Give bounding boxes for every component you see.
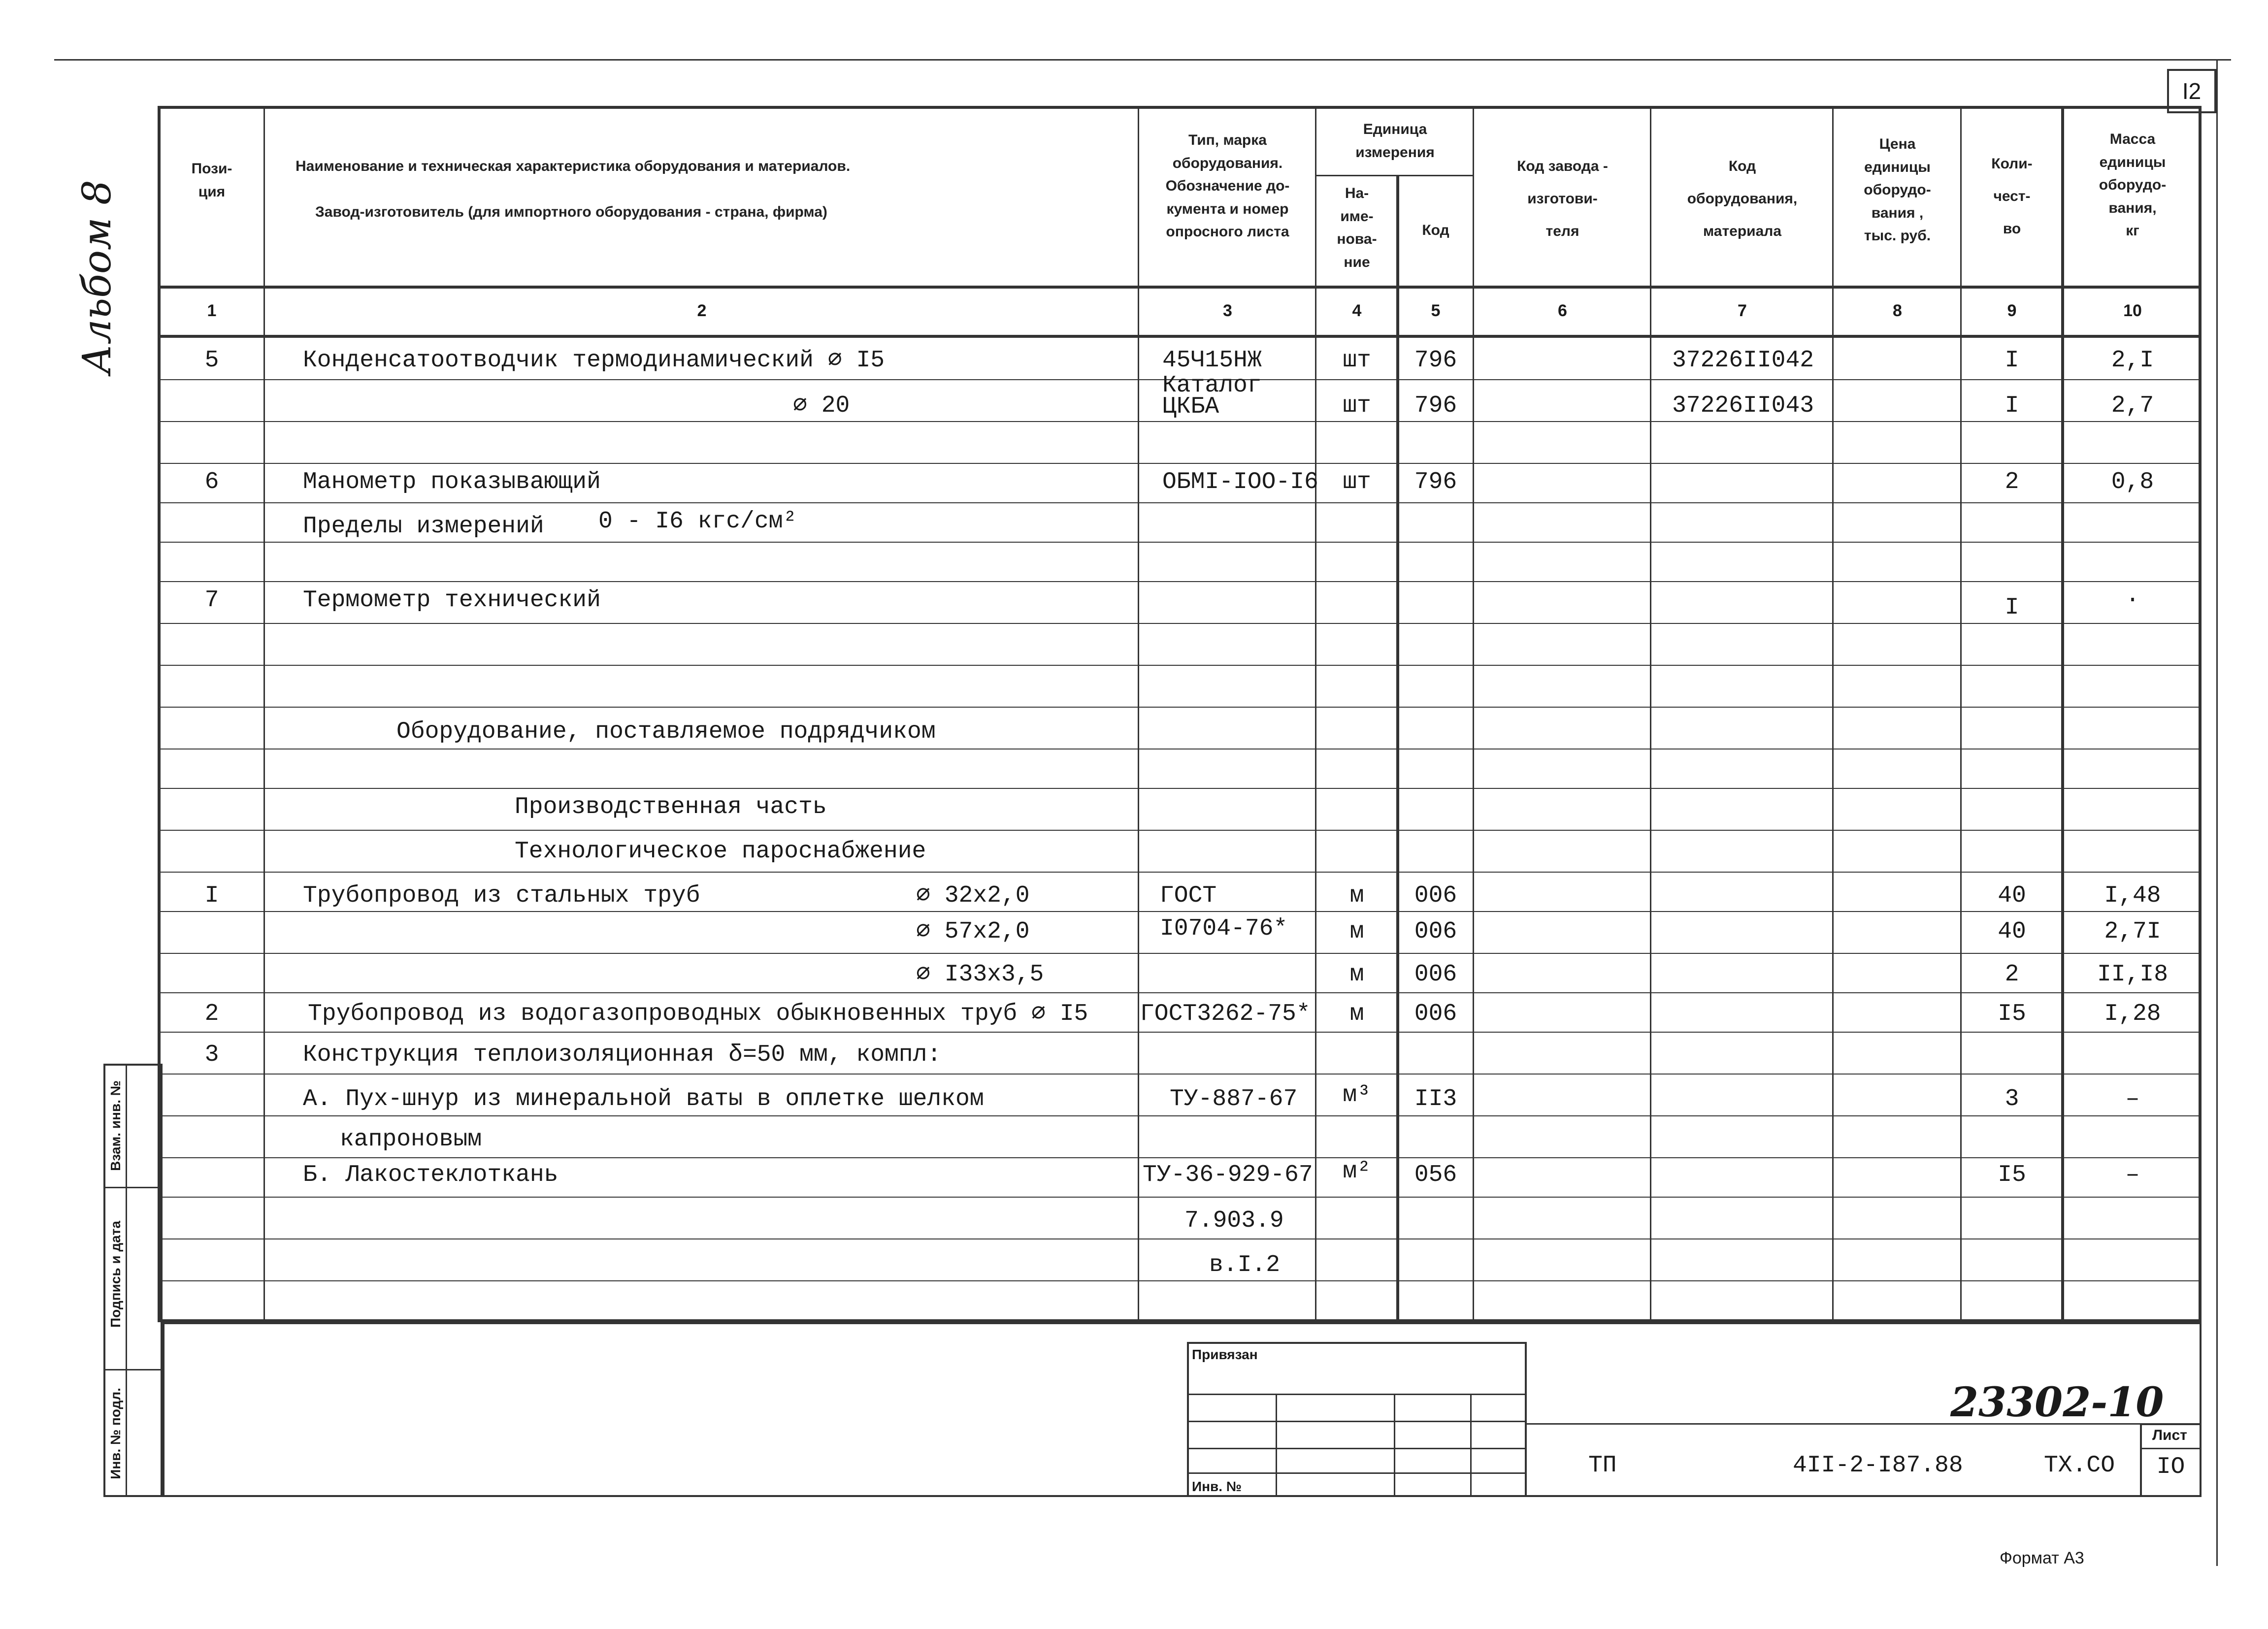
row-mass: 0,8 xyxy=(2111,469,2154,495)
row-name: Термометр технический xyxy=(303,587,601,614)
stamp-line xyxy=(1187,1394,1527,1395)
row-type: 45Ч15НЖ xyxy=(1162,347,1262,374)
side-inv-podl: Инв. № подл. xyxy=(108,1388,123,1479)
row-separator xyxy=(158,463,2202,464)
side-line xyxy=(103,1369,163,1370)
inv-no-label: Инв. № xyxy=(1192,1479,1242,1494)
row-name: Трубопровод из стальных труб xyxy=(303,882,700,909)
row-quantity: I5 xyxy=(1998,1001,2026,1027)
row-unit: м xyxy=(1349,1001,1364,1027)
row-separator xyxy=(158,1032,2202,1033)
stamp-line xyxy=(1470,1394,1472,1497)
header-name-line2: Завод-изготовитель (для импортного оборудования - страна, фирма) xyxy=(315,204,827,220)
row-separator xyxy=(158,1157,2202,1158)
row-quantity: 2 xyxy=(2005,469,2019,495)
header-price: Цена единицы оборудо- вания , тыс. руб. xyxy=(1864,136,1931,244)
top-border xyxy=(54,59,2231,61)
header-type: Тип, марка оборудования. Обозначение до- кумента и номер опросного листа xyxy=(1165,132,1290,240)
row-separator xyxy=(158,1238,2202,1239)
row-separator xyxy=(158,421,2202,422)
header-factory-code: Код завода - изготови- теля xyxy=(1517,158,1608,239)
row-quantity: 40 xyxy=(1998,918,2026,945)
row-separator xyxy=(158,1280,2202,1281)
row-separator xyxy=(158,1197,2202,1198)
row-separator xyxy=(158,872,2202,873)
col-num-10: 10 xyxy=(2123,301,2142,320)
section-heading: Оборудование, поставляемое подрядчиком xyxy=(396,718,936,745)
row-unit: шт xyxy=(1343,392,1371,419)
row-position: 7 xyxy=(204,587,219,614)
side-signature-date: Подпись и дата xyxy=(108,1221,123,1328)
row-name: Трубопровод из водогазопроводных обыкновенных труб ∅ I5 xyxy=(308,1001,1088,1027)
row-dimension: ∅ 32х2,0 xyxy=(916,882,1030,909)
row-position: I xyxy=(204,882,219,909)
format-label: Формат А3 xyxy=(2000,1549,2084,1567)
row-name: Пределы измерений xyxy=(303,513,544,540)
header-mass: Масса единицы оборудо- вания, кг xyxy=(2099,131,2167,239)
row-mass: I,48 xyxy=(2104,882,2161,909)
row-dimension: ∅ I33х3,5 xyxy=(916,961,1044,988)
row-position: 3 xyxy=(204,1042,219,1068)
row-unit-code: 006 xyxy=(1414,1001,1457,1027)
header-equipment-code: Код оборудования, материала xyxy=(1687,158,1798,239)
row-quantity: 40 xyxy=(1998,882,2026,909)
row-mass: – xyxy=(2125,1086,2140,1112)
col-num-1: 1 xyxy=(207,301,217,320)
row-name: ∅ 20 xyxy=(793,392,850,419)
row-type: ГОСТ xyxy=(1160,882,1217,909)
row-type: в.I.2 xyxy=(1209,1252,1281,1278)
row-separator xyxy=(158,542,2202,543)
list-label: Лист xyxy=(2152,1427,2187,1443)
row-position: 5 xyxy=(204,347,219,374)
handwritten-number: 23302-10 xyxy=(1950,1379,2164,1426)
header-unit-code: Код xyxy=(1422,222,1449,238)
header-name-line1: Наименование и техническая характеристика оборудования и материалов. xyxy=(296,158,851,174)
privyazan-label: Привязан xyxy=(1192,1347,1258,1362)
row-unit: м xyxy=(1349,918,1364,945)
section-heading: Производственная часть xyxy=(515,794,827,820)
header-subline xyxy=(1315,175,1473,176)
stamp-line xyxy=(1187,1472,1527,1474)
row-unit-code: II3 xyxy=(1414,1086,1457,1112)
row-mass: II,I8 xyxy=(2097,961,2169,988)
row-equipment-code: 37226II042 xyxy=(1672,347,1814,374)
row-type: ГОСТ3262-75* xyxy=(1140,1001,1311,1027)
header-bottom-line xyxy=(158,286,2202,289)
side-line xyxy=(126,1064,127,1497)
tp-label: ТП xyxy=(1588,1452,1617,1479)
row-separator xyxy=(158,581,2202,582)
row-unit-code: 796 xyxy=(1414,347,1457,374)
col-num-7: 7 xyxy=(1738,301,1747,320)
row-name: Манометр показывающий xyxy=(303,469,601,495)
row-unit: шт xyxy=(1343,469,1371,495)
stamp-line xyxy=(1394,1394,1395,1497)
row-mass: 2,I xyxy=(2111,347,2154,374)
row-type: ТУ-887-67 xyxy=(1170,1086,1298,1112)
row-separator xyxy=(158,953,2202,954)
section-heading: Технологическое пароснабжение xyxy=(515,838,926,865)
row-name: Б. Лакостеклоткань xyxy=(303,1162,559,1188)
row-name: капроновым xyxy=(340,1126,482,1153)
tx-code: ТХ.СО xyxy=(2044,1452,2115,1479)
stamp-line xyxy=(1276,1394,1277,1497)
row-type: ТУ-36-929-67 xyxy=(1143,1162,1313,1188)
row-mass: · xyxy=(2125,587,2140,614)
row-unit-code: 006 xyxy=(1414,918,1457,945)
row-unit-code: 796 xyxy=(1414,392,1457,419)
row-separator xyxy=(158,1074,2202,1075)
row-name-extra: 0 - I6 кгс/см² xyxy=(598,508,797,535)
header-unit-name: На- име- нова- ние xyxy=(1337,185,1377,270)
col-num-6: 6 xyxy=(1558,301,1567,320)
row-quantity: I xyxy=(2005,392,2019,419)
row-unit: шт xyxy=(1343,347,1371,374)
row-unit-code: 056 xyxy=(1414,1162,1457,1188)
header-position: Пози- ция xyxy=(191,161,232,200)
row-name: А. Пух-шнур из минеральной ваты в оплетке шелком xyxy=(303,1086,984,1112)
col-num-2: 2 xyxy=(697,301,707,320)
row-position: 6 xyxy=(204,469,219,495)
list-number: IO xyxy=(2156,1454,2185,1480)
row-mass: 2,7 xyxy=(2111,392,2154,419)
row-mass: I,28 xyxy=(2104,1001,2161,1027)
doc-code: 4II-2-I87.88 xyxy=(1793,1452,1963,1479)
row-separator xyxy=(158,992,2202,993)
row-separator xyxy=(158,502,2202,503)
row-separator xyxy=(158,1115,2202,1116)
row-dimension: ∅ 57х2,0 xyxy=(916,918,1030,945)
col-num-4: 4 xyxy=(1352,301,1362,320)
row-unit: м xyxy=(1349,882,1364,909)
header-quantity: Коли- чест- во xyxy=(1991,156,2033,237)
row-quantity: I5 xyxy=(1998,1162,2026,1188)
stamp-line xyxy=(1187,1448,1527,1449)
row-equipment-code: 37226II043 xyxy=(1672,392,1814,419)
row-quantity: I xyxy=(2005,594,2019,621)
col-num-9: 9 xyxy=(2007,301,2017,320)
row-separator xyxy=(158,788,2202,789)
col-num-3: 3 xyxy=(1223,301,1232,320)
row-separator xyxy=(158,623,2202,624)
handwritten-album-note: Альбом 8 xyxy=(74,180,120,374)
col-num-8: 8 xyxy=(1893,301,1902,320)
row-unit: м xyxy=(1349,961,1364,988)
row-unit-code: 796 xyxy=(1414,469,1457,495)
sheet-number: I2 xyxy=(2182,78,2202,104)
row-separator xyxy=(158,830,2202,831)
stamp-line xyxy=(1187,1421,1527,1422)
row-type: ОБМI-IOO-I6 xyxy=(1162,469,1318,495)
row-type: 7.903.9 xyxy=(1184,1207,1284,1234)
row-separator xyxy=(158,911,2202,912)
row-quantity: 3 xyxy=(2005,1086,2019,1112)
row-mass: 2,7I xyxy=(2104,918,2161,945)
col-num-5: 5 xyxy=(1431,301,1441,320)
colnum-bottom-line xyxy=(158,335,2202,338)
right-border xyxy=(2216,59,2218,1566)
row-separator xyxy=(158,665,2202,666)
row-unit: м³ xyxy=(1343,1082,1371,1108)
header-unit-group: Единица измерения xyxy=(1355,121,1435,161)
list-line xyxy=(2140,1448,2202,1449)
row-name: Конструкция теплоизоляционная δ=50 мм, компл: xyxy=(303,1042,942,1068)
row-quantity: 2 xyxy=(2005,961,2019,988)
row-type: I0704-76* xyxy=(1160,915,1288,942)
row-name: Конденсатоотводчик термодинамический ∅ I5 xyxy=(303,347,885,374)
row-mass: – xyxy=(2125,1162,2140,1188)
row-unit-code: 006 xyxy=(1414,961,1457,988)
row-separator xyxy=(158,707,2202,708)
row-unit-code: 006 xyxy=(1414,882,1457,909)
row-unit: м² xyxy=(1343,1158,1371,1185)
row-type: Каталог ЦКБА xyxy=(1162,372,1262,421)
side-vzam-inv: Взам. инв. № xyxy=(108,1080,123,1171)
row-quantity: I xyxy=(2005,347,2019,374)
side-line xyxy=(103,1187,163,1188)
row-position: 2 xyxy=(204,1001,219,1027)
